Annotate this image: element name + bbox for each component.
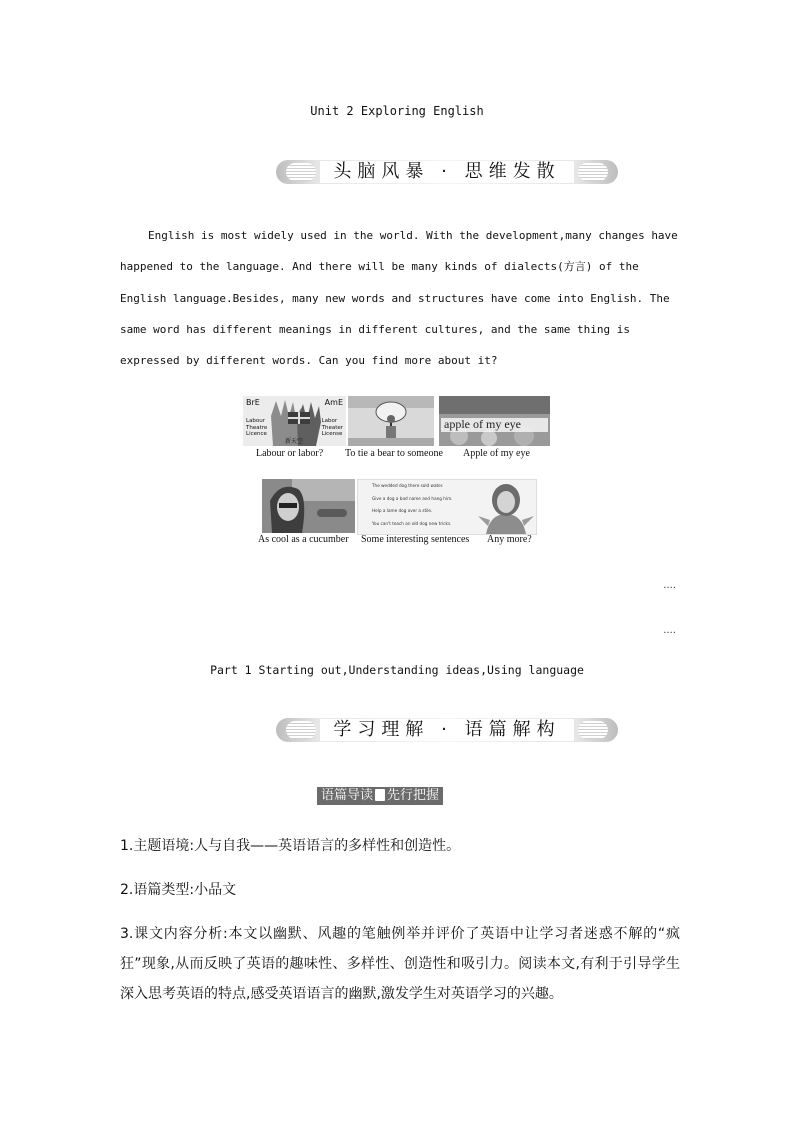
section-banner-learning	[276, 718, 618, 742]
tag-right: 先行把握	[387, 788, 440, 803]
banner-cap-right	[578, 721, 608, 739]
intro-line: English language.Besides, many new words and structures have come into English. The	[120, 291, 670, 305]
ame-label: AmE	[324, 398, 343, 407]
ame-words: Labor Theater License	[321, 418, 343, 437]
bre-label: BrE	[246, 398, 260, 407]
intro-paragraph	[120, 220, 678, 376]
intro-line: same word has different meanings in different cultures, and the same thing is	[120, 322, 630, 336]
sentence-line: Help a lame dog over a stile.	[372, 508, 433, 513]
banner-label: 头脑风暴 · 思维发散	[320, 161, 574, 183]
caption-apple: Apple of my eye	[463, 448, 530, 459]
caption-cucumber: As cool as a cucumber	[258, 534, 349, 545]
apple-text: apple of my eye	[444, 417, 521, 431]
caption-sentences: Some interesting sentences	[361, 534, 470, 545]
cn-label: 新天空	[285, 438, 304, 445]
ellipsis: ....	[663, 580, 676, 591]
intro-line: happened to the language. And there will be many kinds of dialects(方言) of the	[120, 260, 639, 274]
banner-cap-right	[578, 163, 608, 181]
sentence-line: Give a dog a bad name and hang him.	[372, 495, 453, 501]
woman-shrug-illustration	[476, 480, 536, 534]
reading-guide-tag	[317, 787, 443, 805]
banner-label: 学习理解 · 语篇解构	[320, 719, 574, 741]
bre-words: Labour Theatre Licence	[246, 418, 268, 437]
book-icon	[375, 789, 385, 801]
image-labour-labor	[243, 396, 346, 446]
list-item: 1.主题语境:人与自我——英语语言的多样性和创造性。	[120, 838, 461, 854]
cucumber-illustration	[262, 479, 355, 533]
caption-any-more: Any more?	[487, 534, 532, 545]
image-apple-of-my-eye	[439, 396, 550, 446]
sentences-list	[372, 483, 476, 527]
list-item: 2.语篇类型:小品文	[120, 882, 237, 898]
ellipsis: ....	[663, 625, 676, 636]
unit-title: Unit 2 Exploring English	[310, 104, 484, 118]
part-title: Part 1 Starting out,Understanding ideas,Using language	[210, 663, 584, 677]
image-tie-bear	[348, 396, 434, 446]
intro-line: English is most widely used in the world. With the development,many changes have	[148, 229, 678, 242]
image-interesting-sentences	[357, 479, 537, 535]
caption-labour: Labour or labor?	[256, 448, 324, 459]
sentence-line: You can't teach an old dog new tricks.	[372, 520, 452, 526]
image-cucumber	[262, 479, 355, 533]
sentence-line: The wedded dog there sold water.	[372, 483, 444, 488]
list-item: 3.课文内容分析:本文以幽默、风趣的笔触例举并评价了英语中让学习者迷惑不解的“疯狂”现象,从而反映了英语的趣味性、多样性、创造性和吸引力。阅读本文,有利于引导学生深入思考英语的特点,感受英语语言的幽默,激发学生对英语学习的兴趣。	[120, 926, 680, 1002]
banner-cap-left	[286, 721, 316, 739]
section-banner-brainstorm	[276, 160, 618, 184]
caption-bear: To tie a bear to someone	[345, 448, 443, 459]
intro-line: expressed by different words. Can you find more about it?	[120, 354, 498, 368]
bear-illustration	[348, 396, 434, 446]
tag-left: 语篇导读	[321, 788, 374, 803]
banner-cap-left	[286, 163, 316, 181]
